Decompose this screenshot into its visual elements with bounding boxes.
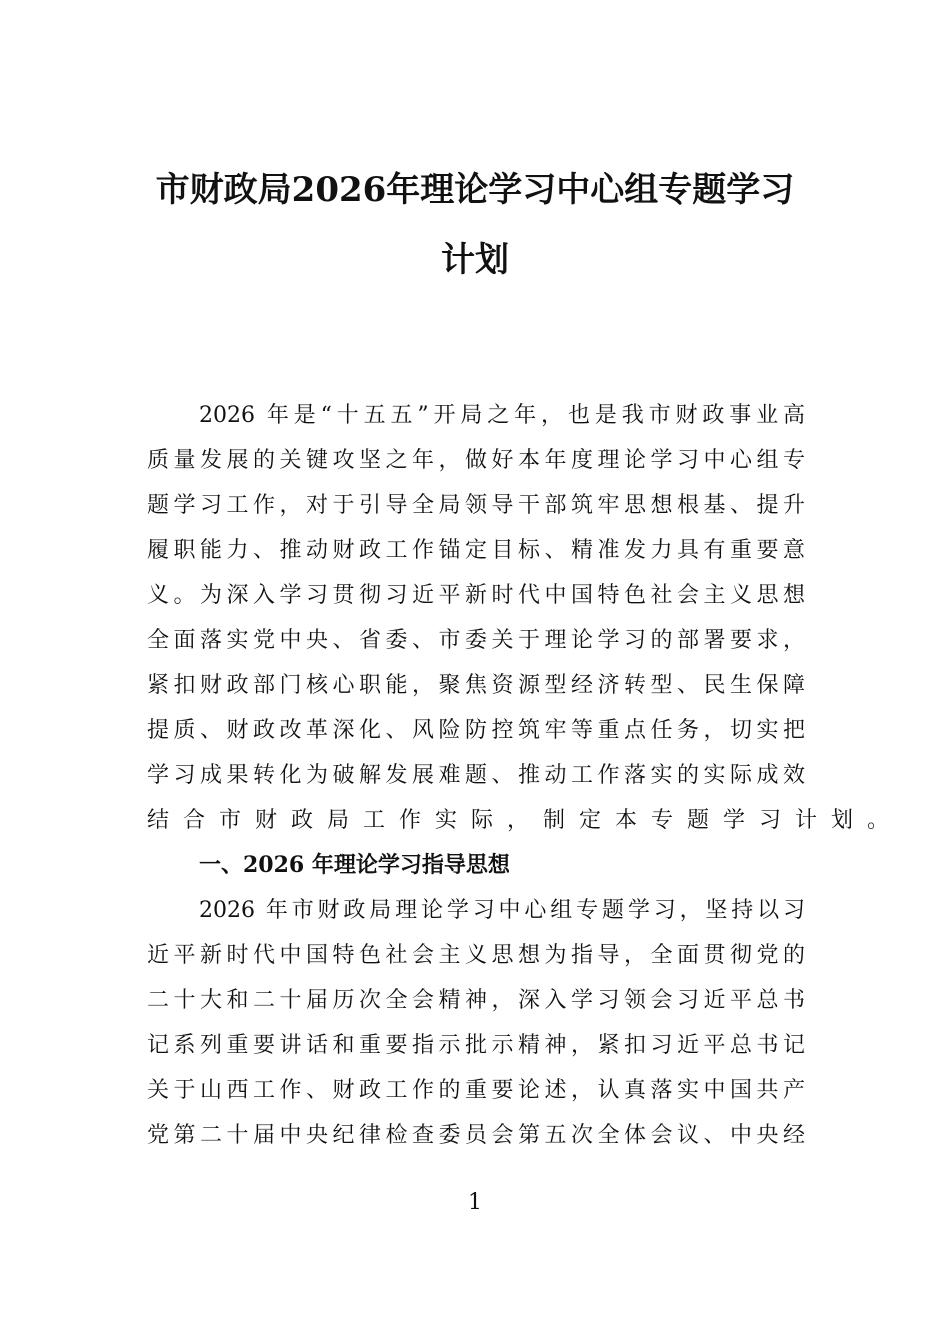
paragraph-2-line: 记系列重要讲话和重要指示批示精神，紧扣习近平总书记 bbox=[147, 1033, 805, 1058]
paragraph-1-line: 义。为深入学习贯彻习近平新时代中国特色社会主义思想 bbox=[147, 583, 805, 608]
paragraph-2-line: 党第二十届中央纪律检查委员会第五次全体会议、中央经 bbox=[147, 1123, 805, 1148]
paragraph-1-line: 履职能力、推动财政工作锚定目标、精准发力具有重要意 bbox=[147, 538, 805, 563]
document-title-line-2: 计划 bbox=[441, 240, 509, 280]
paragraph-1-line: 提质、财政改革深化、风险防控筑牢等重点任务，切实把 bbox=[147, 718, 805, 743]
paragraph-1-line: 题学习工作，对于引导全局领导干部筑牢思想根基、提升 bbox=[147, 493, 805, 518]
paragraph-2-line: 关于山西工作、财政工作的重要论述，认真落实中国共产 bbox=[147, 1078, 805, 1103]
paragraph-1-line: 质量发展的关键攻坚之年，做好本年度理论学习中心组专 bbox=[147, 448, 805, 473]
paragraph-2-line: 二十大和二十届历次全会精神，深入学习领会习近平总书 bbox=[147, 988, 805, 1013]
page-number: 1 bbox=[468, 1190, 482, 1215]
paragraph-1-line: 结合市财政局工作实际，制定本专题学习计划。 bbox=[147, 808, 904, 833]
paragraph-2-line: 近平新时代中国特色社会主义思想为指导，全面贯彻党的 bbox=[147, 943, 805, 968]
section-heading-1: 一、2026 年理论学习指导思想 bbox=[199, 852, 510, 878]
document-body bbox=[147, 393, 904, 1158]
document-title-line-1: 市财政局2026年理论学习中心组专题学习 bbox=[155, 170, 795, 210]
paragraph-1-line: 2026 年是“十五五”开局之年，也是我市财政事业高 bbox=[199, 403, 805, 428]
paragraph-1-line: 全面落实党中央、省委、市委关于理论学习的部署要求， bbox=[147, 628, 805, 653]
paragraph-2-line: 2026 年市财政局理论学习中心组专题学习，坚持以习 bbox=[199, 898, 805, 923]
paragraph-1-line: 紧扣财政部门核心职能，聚焦资源型经济转型、民生保障 bbox=[147, 673, 805, 698]
paragraph-1-line: 学习成果转化为破解发展难题、推动工作落实的实际成效 bbox=[147, 763, 805, 788]
